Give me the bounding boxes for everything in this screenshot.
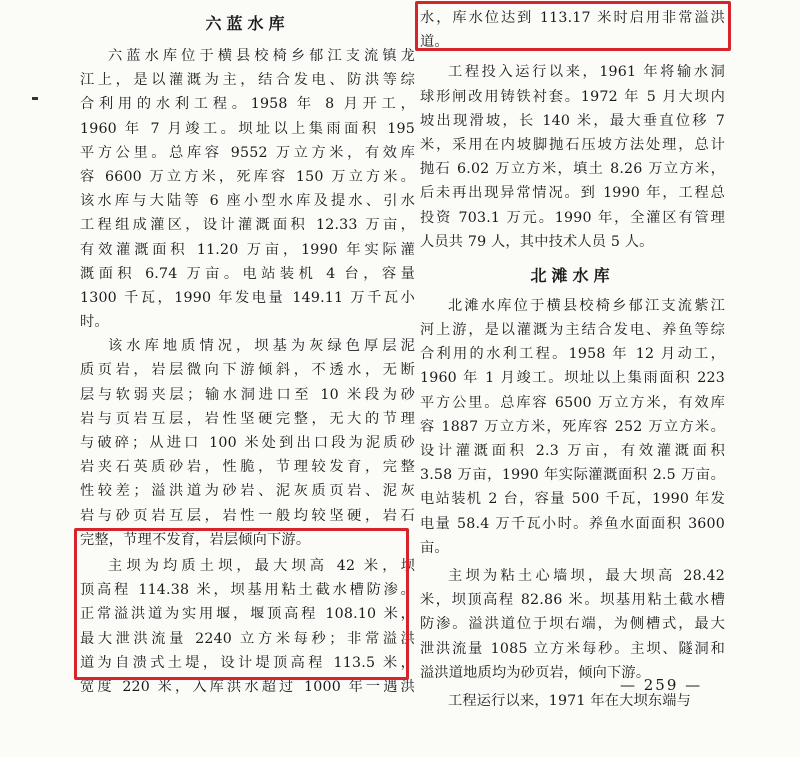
text-line: 容 1887 万立方米，死库容 252 万立方米。 (420, 418, 725, 435)
text-line: 电量 58.4 万千瓦小时。养鱼水面面积 3600 (420, 515, 725, 532)
text-line: 后未再出现异常情况。到 1990 年，工程总 (420, 185, 725, 202)
text-line: 电站装机 2 台，容量 500 千瓦，1990 年发 (420, 491, 725, 508)
section-title-beitan: 北滩水库 (530, 265, 615, 285)
text-line: 亩。 (420, 539, 449, 556)
text-line: 泄洪流量 1085 立方米每秒。主坝、隧洞和 (420, 640, 725, 657)
text-line: 3.58 万亩，1990 年实际灌溉面积 2.5 万亩。 (420, 467, 725, 484)
text-line: 投资 703.1 万元。1990 年，全灌区有管理 (420, 209, 725, 226)
paragraph-overview (80, 44, 415, 334)
text-line: 河上游，是以灌溉为主结合发电、养鱼等综 (420, 322, 725, 339)
text-line: 溢洪道地质均为砂页岩，倾向下游。 (420, 664, 651, 681)
text-line: 道为自溃式土堤，设计堤顶高程 113.5 米， (80, 654, 415, 671)
text-line: 主坝为均质土坝，最大坝高 42 米，坝 (108, 557, 415, 574)
text-line: 质页岩，岩层微向下游倾斜，不透水，无断 (80, 362, 415, 379)
text-line: 1300 千瓦，1990 年发电量 149.11 万千瓦小 (80, 289, 415, 306)
text-line: 有效灌溉面积 11.20 万亩，1990 年实际灌 (80, 241, 415, 258)
text-line: 米，坝顶高程 82.86 米。坝基用粘土截水槽 (420, 592, 725, 609)
text-line: 设计灌溉面积 2.3 万亩，有效灌溉面积 (420, 443, 725, 459)
text-line: 人员共 79 人，其中技术人员 5 人。 (420, 233, 654, 250)
text-line: 工程组成灌区，设计灌溉面积 12.33 万亩， (80, 217, 415, 234)
text-line: 正常溢洪道为实用堰，堰顶高程 108.10 米， (80, 606, 415, 623)
paragraph-continued (420, 6, 725, 54)
section-title-liulan: 六蓝水库 (205, 14, 290, 33)
text-line: 工程投入运行以来，1961 年将输水洞 (448, 64, 725, 81)
text-line: 岩与页岩互层，岩性坚硬完整，无大的节理 (80, 410, 415, 427)
text-line: 工程运行以来，1971 年在大坝东端与 (448, 692, 692, 709)
text-line: 时。 (80, 314, 109, 331)
text-line: 完整，节理不发育，岩层倾向下游。 (80, 531, 311, 548)
margin-mark (32, 97, 38, 100)
text-line: 防渗。溢洪道位于坝右端，为侧槽式，最大 (420, 616, 725, 633)
text-line: 1960 年 1 月竣工。坝址以上集雨面积 223 (420, 370, 725, 387)
text-line: 北滩水库位于横县校椅乡郁江支流紫江 (448, 297, 725, 314)
text-line: 米，采用在内坡脚抛石压坡方法处理，总计 (420, 136, 725, 153)
text-line: 与破碎；从进口 100 米处到出口段为泥质砂 (80, 435, 415, 451)
text-line: 水，库水位达到 113.17 米时启用非常溢洪 (420, 10, 725, 26)
text-line: 岩夹石英质砂岩，性脆，节理较发育，完整 (80, 459, 415, 476)
text-line: 抛石 6.02 万立方米，填土 8.26 万立方米， (420, 161, 725, 178)
paragraph-beitan-dam (420, 564, 725, 685)
text-line: 道。 (420, 34, 449, 51)
paragraph-operation-liulan (420, 60, 725, 254)
text-line: 坡出现滑坡，长 140 米，最大垂直位移 7 (420, 112, 725, 129)
text-line: 主坝为粘土心墙坝，最大坝高 28.42 (448, 567, 725, 584)
text-line: 合利用的水利工程。1958 年 12 月动工， (420, 346, 725, 363)
text-line: 江上，是以灌溉为主，结合发电、防洪等综 (80, 72, 415, 89)
text-line: 岩与砂页岩互层，岩性一般均较坚硬，岩石 (80, 507, 415, 524)
text-line: 该水库地质情况，坝基为灰绿色厚层泥 (108, 338, 415, 355)
page-number: — 259 — (620, 676, 703, 694)
paragraph-dam-spillway (80, 554, 415, 699)
paragraph-geology (80, 334, 415, 552)
text-line: 容 6600 万立方米，死库容 150 万立方米。 (80, 168, 415, 185)
left-column (80, 10, 415, 699)
text-line: 溉面积 6.74 万亩。电站装机 4 台，容量 (80, 265, 415, 282)
text-line: 1960 年 7 月竣工。坝址以上集雨面积 195 (80, 120, 415, 137)
text-line: 顶高程 114.38 米，坝基用粘土截水槽防渗。 (80, 582, 415, 599)
text-line: 六蓝水库位于横县校椅乡郁江支流镇龙 (108, 48, 415, 64)
text-line: 平方公里。总库容 9552 万立方米，有效库 (80, 144, 415, 161)
text-line: 球形闸改用铸铁衬套。1972 年 5 月大坝内 (420, 88, 725, 105)
paragraph-beitan-overview (420, 294, 725, 560)
text-line: 层与软弱夹层；输水洞进口至 10 米段为砂 (80, 386, 415, 403)
text-line: 宽度 220 米，入库洪水超过 1000 年一遇洪 (80, 678, 415, 695)
text-line: 最大泄洪流量 2240 立方米每秒；非常溢洪 (80, 630, 415, 647)
text-line: 性较差；溢洪道为砂岩、泥灰质页岩、泥灰 (80, 483, 415, 500)
right-column (420, 6, 725, 713)
text-line: 该水库与大陆等 6 座小型水库及提水、引水 (80, 193, 415, 210)
text-line: 平方公里。总库容 6500 万立方米，有效库 (420, 394, 725, 411)
text-line: 合利用的水利工程。1958 年 8 月开工， (80, 96, 415, 113)
